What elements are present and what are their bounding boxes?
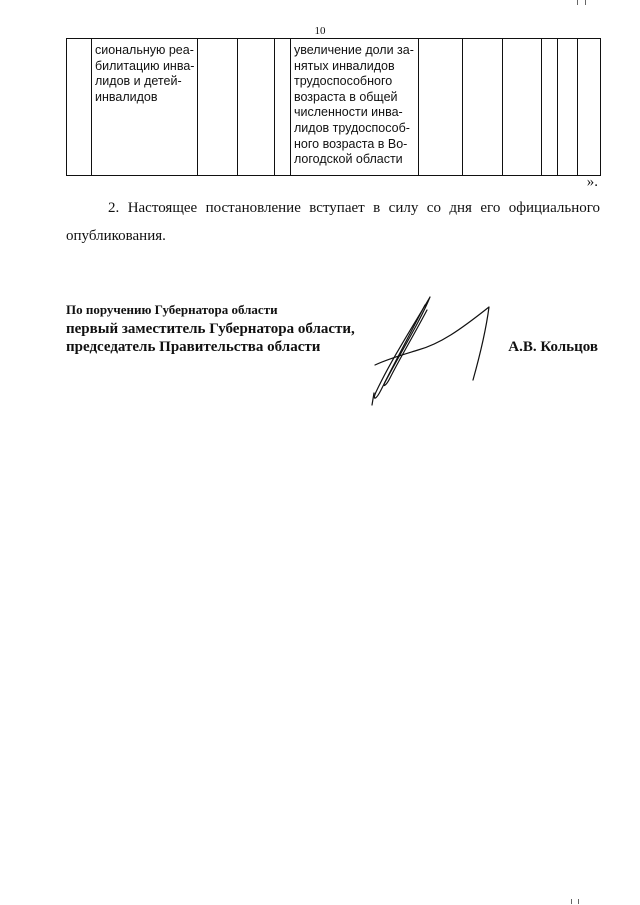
table-cell (558, 39, 578, 176)
signature-stroke (372, 393, 374, 405)
table-cell (275, 39, 291, 176)
table-cell (503, 39, 542, 176)
handwritten-signature (355, 290, 500, 410)
table-cell (463, 39, 503, 176)
indicator-table (66, 38, 601, 176)
table-cell (198, 39, 238, 176)
signatory-position-line-1: первый заместитель Губернатора области, (66, 321, 355, 337)
scan-mark (571, 899, 572, 904)
table-cell (578, 39, 601, 176)
closing-quote: ». (586, 174, 598, 190)
indicator-text: увеличение доли за- нятых инвалидов трудоспособного возраста в общей численности инва- лидов трудоспособ- ного возраста в Во- логодской области (294, 43, 414, 167)
signatory-position-line-2: председатель Правительства области (66, 339, 321, 355)
scan-mark (578, 899, 579, 904)
table-row (67, 39, 601, 176)
signatory-name: А.В. Кольцов (508, 339, 598, 355)
scan-mark (577, 0, 578, 5)
table-cell-number (67, 39, 92, 176)
table-cell-program (92, 39, 198, 176)
table-cell (542, 39, 558, 176)
program-text: сиональную реа- билитацию инва- лидов и детей- инвалидов (95, 43, 195, 104)
signature-mandate: По поручению Губернатора области (66, 302, 278, 317)
page-number: 10 (314, 25, 326, 37)
scan-mark (585, 0, 586, 5)
paragraph-line-2: опубликования. (66, 228, 166, 244)
table-cell (419, 39, 463, 176)
paragraph-line-1: 2. Настоящее постановление вступает в силу со дня его официального (108, 200, 600, 216)
table-cell-indicator (291, 39, 419, 176)
table-cell (238, 39, 275, 176)
